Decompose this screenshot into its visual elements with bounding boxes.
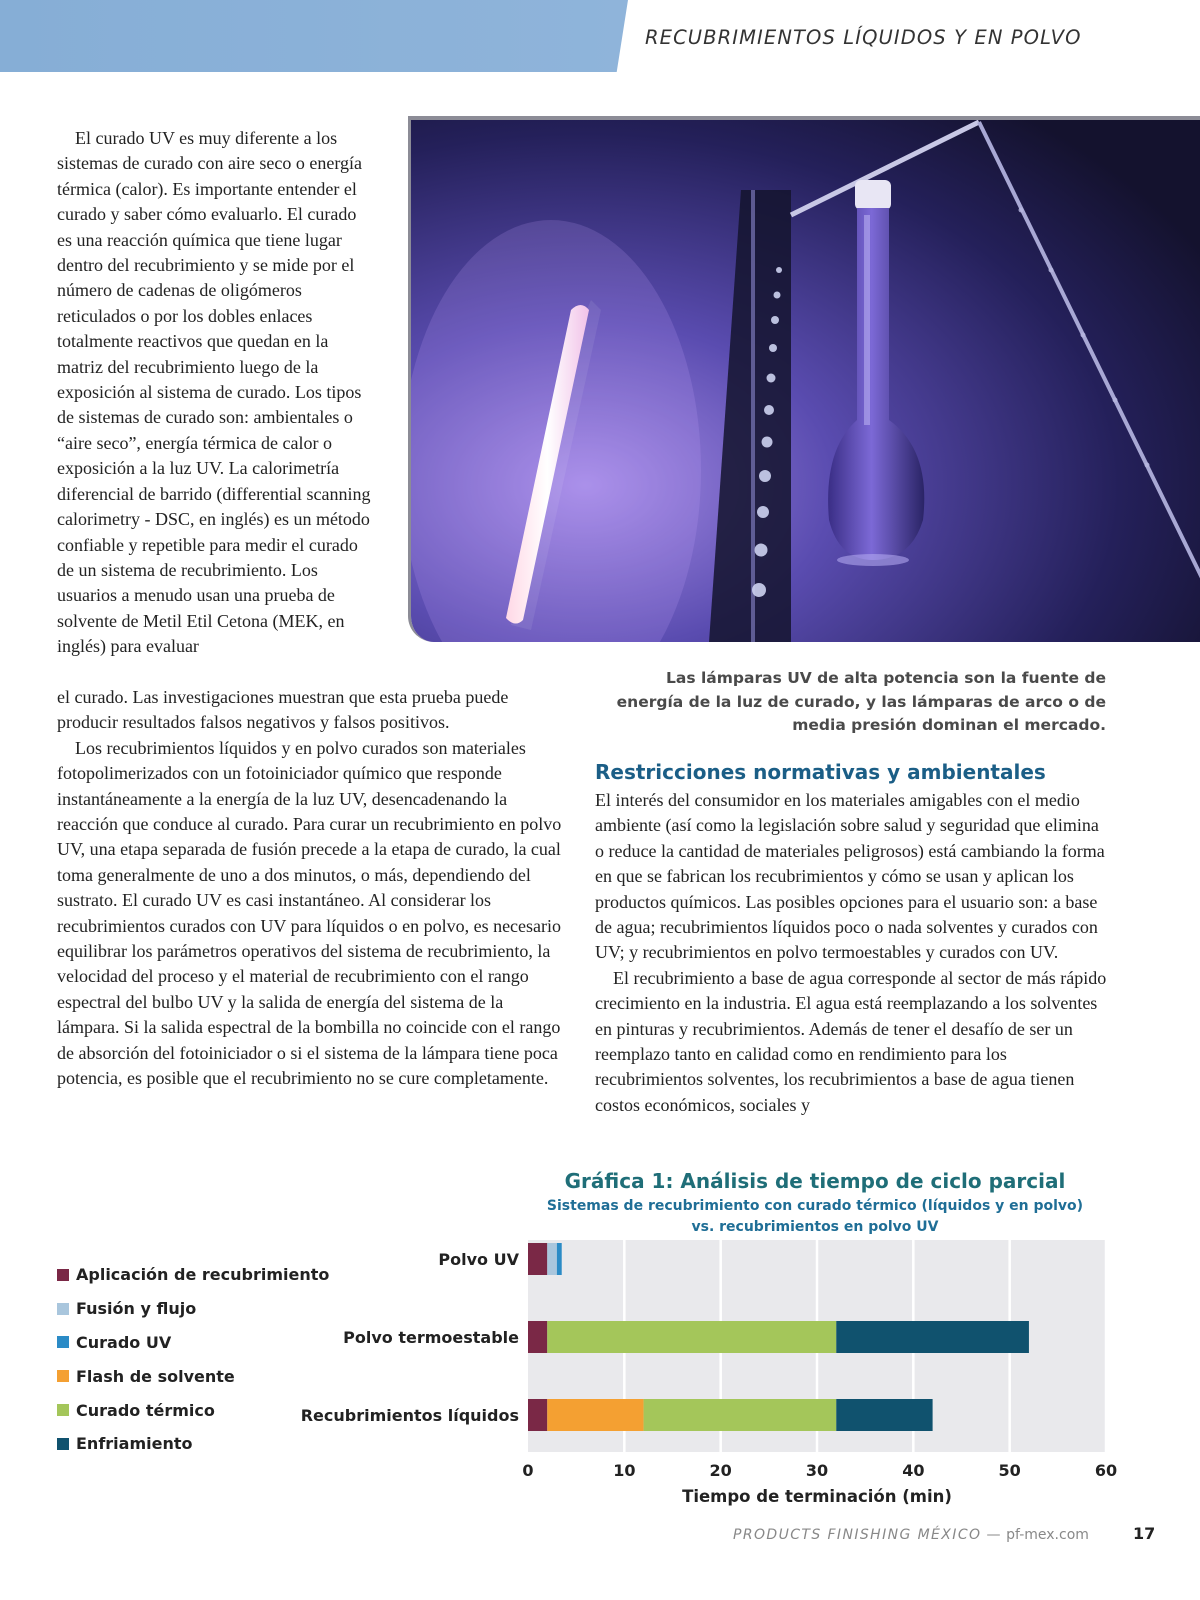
bar-segment <box>528 1243 547 1275</box>
stacked-bar-chart <box>300 1240 1120 1510</box>
legend-label: Fusión y flujo <box>76 1299 197 1319</box>
legend-label: Aplicación de recubrimiento <box>76 1265 330 1285</box>
legend-item <box>57 1258 337 1292</box>
legend-item <box>57 1326 337 1360</box>
paragraph-curado-uv-continued: el curado. Las investigaciones muestran que esta prueba puede producir resultados falsos negativos y falsos positivos. <box>57 687 509 733</box>
bar-segment <box>557 1243 562 1275</box>
section-subheading: Restricciones normativas y ambientales <box>595 760 1046 784</box>
x-tick-label: 10 <box>613 1461 636 1480</box>
bar-segment <box>547 1321 836 1353</box>
bar-segment <box>836 1399 932 1431</box>
page-number: 17 <box>1133 1524 1156 1543</box>
legend-item <box>57 1393 337 1427</box>
legend-label: Curado UV <box>76 1332 172 1352</box>
category-label: Polvo UV <box>438 1250 519 1269</box>
uv-lamp-photo <box>408 116 1200 642</box>
legend-item <box>57 1359 337 1393</box>
bar-segment <box>547 1243 557 1275</box>
bar-segment <box>836 1321 1029 1353</box>
uv-lamp-image <box>411 120 1200 642</box>
chart-title: Gráfica 1: Análisis de tiempo de ciclo parcial <box>564 1169 1066 1193</box>
legend-swatch <box>57 1269 69 1281</box>
legend-item <box>57 1427 337 1461</box>
x-tick-label: 30 <box>805 1461 829 1480</box>
paragraph-interes-consumidor: El interés del consumidor en los materiales amigables con el medio ambiente (así como la legislación sobre salud y seguridad que elimina o reduce la cantidad de materiales peligrosos) está cambiando la forma en que se fabrican los recubrimientos y cómo se usan y aplican los productos químicos. Las posibles opciones para el usuario son: a base de agua; recubrimientos líquidos poco o nada solventes y curados con UV; y recubrimientos en polvo termoestables y curados con UV. <box>595 790 1105 963</box>
photo-caption: Las lámparas UV de alta potencia son la fuente de energía de la luz de curado, y las lámparas de arco o de media presión dominan el mercado. <box>616 669 1106 734</box>
category-label: Recubrimientos líquidos <box>300 1406 519 1425</box>
legend-swatch <box>57 1370 69 1382</box>
x-tick-label: 0 <box>522 1461 534 1480</box>
footer-url[interactable]: pf-mex.com <box>1006 1527 1089 1543</box>
header-band <box>0 0 628 72</box>
bar-segment <box>528 1399 547 1431</box>
bar-segment <box>644 1399 837 1431</box>
legend-label: Curado térmico <box>76 1400 215 1420</box>
chart-legend <box>57 1258 337 1461</box>
legend-swatch <box>57 1438 69 1450</box>
left-column-top <box>57 126 371 660</box>
section-title: RECUBRIMIENTOS LÍQUIDOS Y EN POLVO <box>645 26 1082 49</box>
x-tick-label: 50 <box>998 1461 1021 1480</box>
footer <box>733 1527 1089 1543</box>
right-column <box>595 788 1107 1118</box>
legend-swatch <box>57 1303 69 1315</box>
x-tick-label: 60 <box>1094 1461 1118 1480</box>
footer-separator: — <box>986 1527 1002 1543</box>
legend-item <box>57 1292 337 1326</box>
legend-swatch <box>57 1336 69 1348</box>
x-tick-label: 20 <box>709 1461 732 1480</box>
left-column-bottom <box>57 685 567 1092</box>
legend-label: Flash de solvente <box>76 1366 235 1386</box>
bar-segment <box>528 1321 547 1353</box>
legend-swatch <box>57 1404 69 1416</box>
paragraph-base-agua: El recubrimiento a base de agua corresponde al sector de más rápido crecimiento en la industria. El agua está reemplazando a los solventes en pinturas y recubrimientos. Además de tener el desafío de ser un reemplazo tanto en calidad como en rendimiento para los recubrimientos solventes, los recubrimientos a base de agua tienen costos económicos, sociales y <box>595 967 1107 1115</box>
x-axis-label: Tiempo de terminación (min) <box>682 1487 952 1506</box>
footer-publication: PRODUCTS FINISHING MÉXICO <box>733 1527 982 1543</box>
chart-subtitle: Sistemas de recubrimiento con curado térmico (líquidos y en polvo) vs. recubrimientos en polvo UV <box>546 1198 1084 1235</box>
paragraph-recubrimientos-fotopolimerizados: Los recubrimientos líquidos y en polvo curados son materiales fotopolimerizados con un fotoiniciador químico que responde instantáneamente a la energía de la luz UV, desencadenando la reacción que conduce al curado. Para curar un recubrimiento en polvo UV, una etapa separada de fusión precede a la etapa de curado, la cual toma generalmente de uno a dos minutos, o más, dependiendo del sustrato. El curado UV es casi instantáneo. Al considerar los recubrimientos curados con UV para líquidos o en polvo, es necesario equilibrar los parámetros operativos del sistema de recubrimiento, la velocidad del proceso y el material de recubrimiento con el rango espectral del bulbo UV y la salida de energía del sistema de la lámpara. Si la salida espectral de la bombilla no coincide con el rango de absorción del fotoiniciador o si el sistema de la lámpara tiene poca potencia, es posible que el recubrimiento no se cure completamente. <box>57 737 562 1089</box>
x-tick-label: 40 <box>902 1461 925 1480</box>
category-label: Polvo termoestable <box>343 1328 519 1347</box>
paragraph-curado-uv: El curado UV es muy diferente a los sistemas de curado con aire seco o energía térmica (calor). Es importante entender el curado y saber cómo evaluarlo. El curado es una reacción química que tiene lugar dentro del recubrimiento y se mide por el número de cadenas de oligómeros reticulados o por los dobles enlaces totalmente reactivos que quedan en la matriz del recubrimiento luego de la exposición al sistema de curado. Los tipos de sistemas de curado son: ambientales o “aire seco”, energía térmica de calor o exposición a la luz UV. La calorimetría diferencial de barrido (differential scanning calorimetry - DSC, en inglés) es un método confiable y repetible para medir el curado de un sistema de recubrimiento. Los usuarios a menudo usan una prueba de solvente de Metil Etil Cetona (MEK, en inglés) para evaluar <box>57 128 371 657</box>
legend-label: Enfriamiento <box>76 1434 193 1454</box>
bar-segment <box>547 1399 643 1431</box>
